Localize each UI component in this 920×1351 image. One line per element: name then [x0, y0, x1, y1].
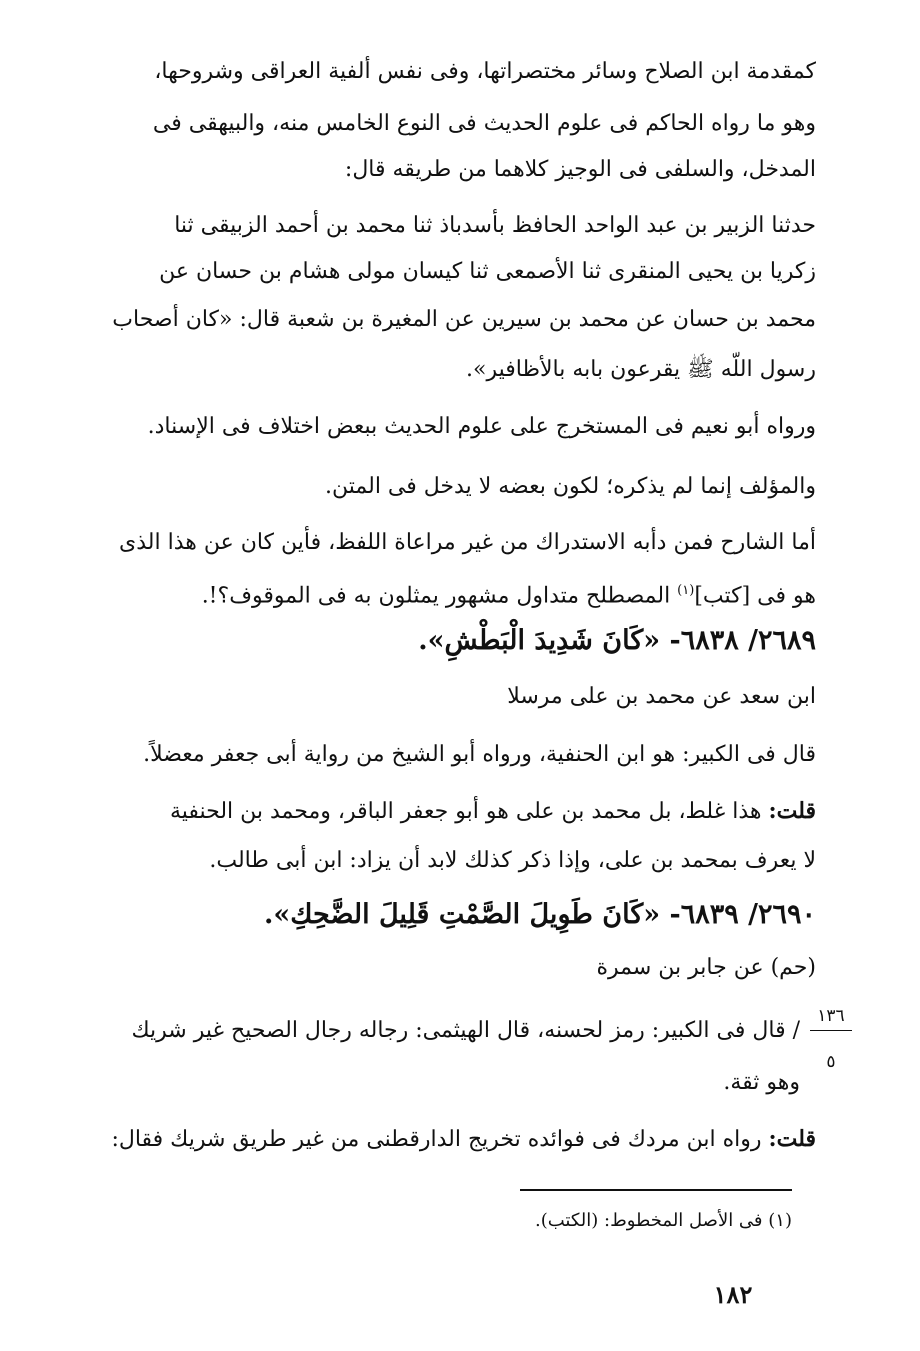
- qultu-text: رواه ابن مردك فى فوائده تخريج الدارقطنى من غير طريق شريك فقال:: [111, 1127, 769, 1152]
- text-line-4: حدثنا الزبير بن عبد الواحد الحافظ بأسدباذ ثنا محمد بن أحمد الزبيقى ثنا: [174, 213, 816, 238]
- kabir-commentary-line: قال فى الكبير: هو ابن الحنفية، ورواه أبو الشيخ من رواية أبى جعفر معضلاً.: [143, 742, 816, 767]
- hadith-text: «كَانَ شَدِيدَ الْبَطْشِ».: [418, 625, 661, 656]
- hadith-number: ٢٦٨٩/ ٦٨٣٨-: [669, 625, 816, 656]
- hadith-number: ٢٦٩٠/ ٦٨٣٩-: [669, 899, 816, 930]
- text-line-6: محمد بن حسان عن محمد بن سيرين عن المغيرة بن شعبة قال: «كان أصحاب: [112, 307, 816, 332]
- margin-note-bottom: ٥: [826, 1052, 836, 1072]
- footnote-separator: [520, 1189, 792, 1191]
- qultu-line: [170, 796, 816, 827]
- hadith-heading-2689: [418, 626, 816, 656]
- qultu-text: هذا غلط، بل محمد بن على هو أبو جعفر الباقر، ومحمد بن الحنفية: [169, 799, 769, 824]
- qultu-label: قلت:: [768, 1126, 816, 1152]
- hadith-source-line: (حم) عن جابر بن سمرة: [596, 955, 816, 980]
- text-line-11-end: المصطلح متداول مشهور يمثلون به فى الموقوف؟!.: [201, 583, 678, 609]
- text-line-11: [202, 576, 816, 611]
- margin-note-rule: [810, 1030, 852, 1031]
- continuation-line: لا يعرف بمحمد بن على، وإذا ذكر كذلك لابد أن يزاد: ابن أبى طالب.: [209, 848, 816, 873]
- footnote-text: (١) فى الأصل المخطوط: (الكتب).: [535, 1210, 792, 1231]
- text-line-1: كمقدمة ابن الصلاح وسائر مختصراتها، وفى نفس ألفية العراقى وشروحها،: [154, 59, 816, 84]
- text-line-10: أما الشارح فمن دأبه الاستدراك من غير مراعاة اللفظ، فأين كان عن هذا الذى: [119, 530, 816, 555]
- footnote-reference: (١): [677, 583, 695, 598]
- thiqa-line: وهو ثقة.: [723, 1070, 800, 1095]
- text-line-11-start: هو فى [كتب]: [694, 583, 816, 609]
- text-line-2: وهو ما رواه الحاكم فى علوم الحديث فى النوع الخامس منه، والبيهقى فى: [152, 111, 816, 136]
- hadith-heading-2690: [264, 900, 816, 930]
- qultu-label: قلت:: [768, 798, 816, 824]
- text-line-3: المدخل، والسلفى فى الوجيز كلاهما من طريقه قال:: [344, 157, 816, 182]
- text-line-9: والمؤلف إنما لم يذكره؛ لكون بعضه لا يدخل فى المتن.: [325, 474, 816, 499]
- page-number: ١٨٢: [713, 1280, 753, 1309]
- margin-note-top: ١٣٦: [817, 1006, 845, 1026]
- text-line-8: ورواه أبو نعيم فى المستخرج على علوم الحديث ببعض اختلاف فى الإسناد.: [147, 414, 816, 439]
- text-line-5: زكريا بن يحيى المنقرى ثنا الأصمعى ثنا كيسان مولى هشام بن حسان عن: [159, 259, 816, 284]
- kabir-commentary-line: / قال فى الكبير: رمز لحسنه، قال الهيثمى: رجاله رجال الصحيح غير شريك: [131, 1018, 800, 1043]
- hadith-text: «كَانَ طَوِيلَ الصَّمْتِ قَلِيلَ الضَّحِكِ».: [263, 899, 661, 930]
- text-line-7: رسول اللّه ﷺ يقرعون بابه بالأظافير».: [466, 357, 816, 382]
- qultu-line: [111, 1124, 816, 1155]
- hadith-source-line: ابن سعد عن محمد بن على مرسلا: [507, 684, 816, 709]
